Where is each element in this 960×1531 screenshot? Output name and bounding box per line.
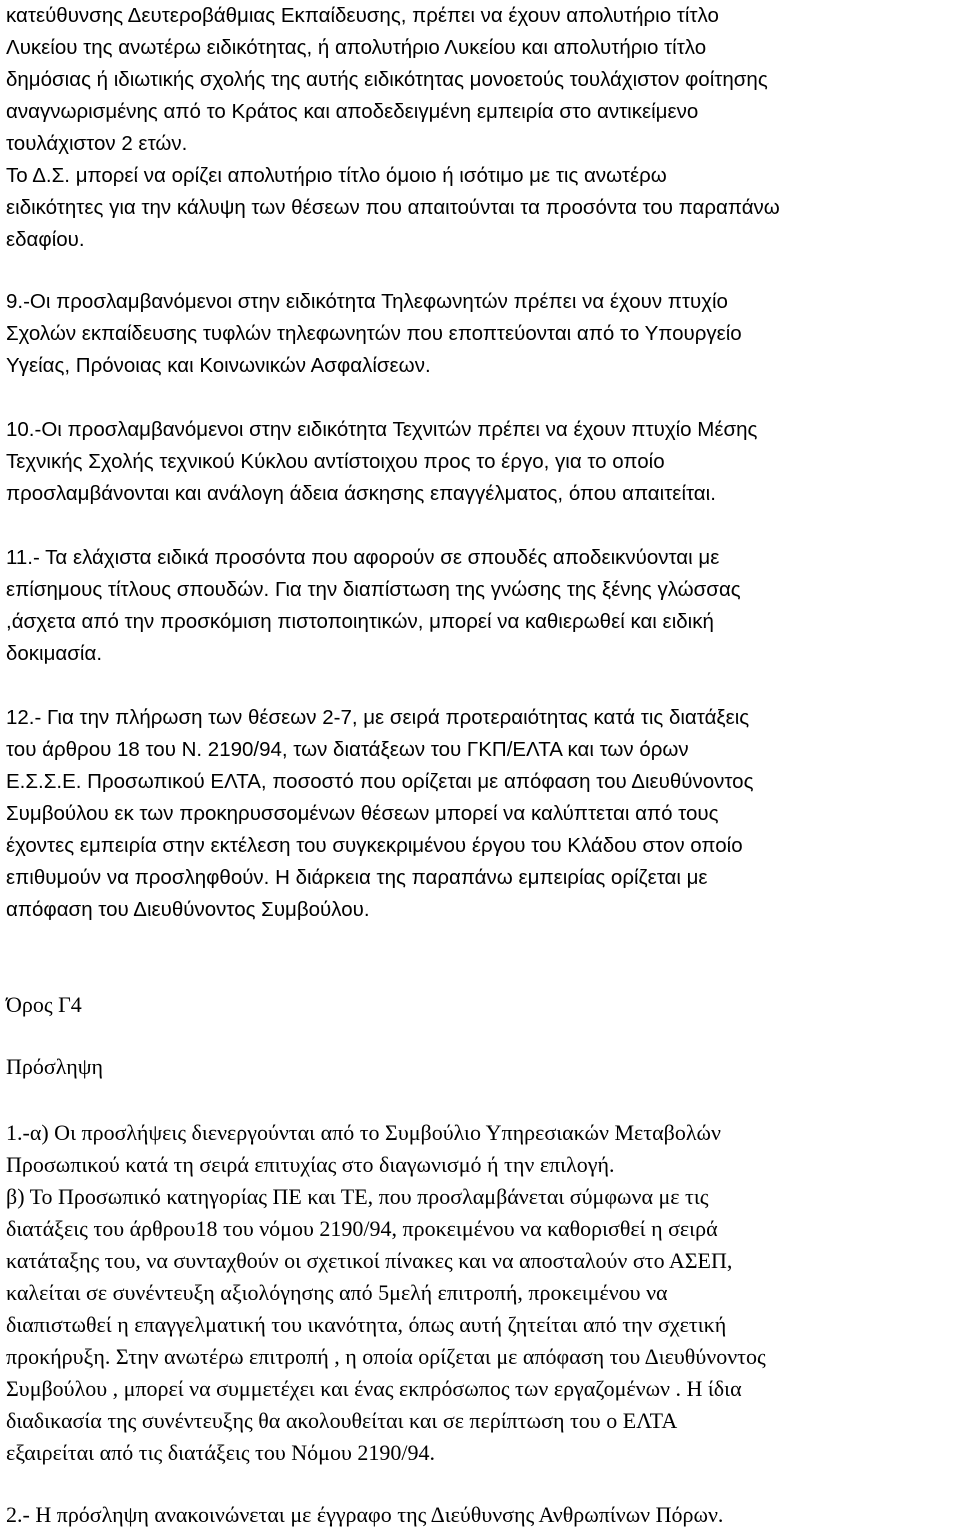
text-line: Συμβούλου , μπορεί να συμμετέχει και ένας εκπρόσωπος των εργαζομένων . Η ίδια bbox=[6, 1376, 742, 1401]
text-line: επίσημους τίτλους σπουδών. Για την διαπίστωση της γνώσης της ξένης γλώσσας bbox=[6, 578, 741, 601]
text-line: έχοντες εμπειρία στην εκτέλεση του συγκεκριμένου έργου του Κλάδου στον οποίο bbox=[6, 834, 743, 857]
text-line: εδαφίου. bbox=[6, 228, 85, 251]
text-line: κατάταξης του, να συνταχθούν οι σχετικοί πίνακες και να αποσταλούν στο ΑΣΕΠ, bbox=[6, 1248, 733, 1273]
text-line: Ε.Σ.Σ.Ε. Προσωπικού ΕΛΤΑ, ποσοστό που ορίζεται με απόφαση του Διευθύνοντος bbox=[6, 770, 754, 793]
text-line: 9.-Οι προσλαμβανόμενοι στην ειδικότητα Τηλεφωνητών πρέπει να έχουν πτυχίο bbox=[6, 290, 728, 313]
text-line: 10.-Οι προσλαμβανόμενοι στην ειδικότητα Τεχνιτών πρέπει να έχουν πτυχίο Μέσης bbox=[6, 418, 758, 441]
text-line: προκήρυξη. Στην ανωτέρω επιτροπή , η οποία ορίζεται με απόφαση του Διευθύνοντος bbox=[6, 1344, 766, 1369]
text-line: Το Δ.Σ. μπορεί να ορίζει απολυτήριο τίτλο όμοιο ή ισότιμο με τις ανωτέρω bbox=[6, 164, 667, 187]
text-line: καλείται σε συνέντευξη αξιολόγησης από 5μελή επιτροπή, προκειμένου να bbox=[6, 1280, 668, 1305]
text-line: 1.-α) Οι προσλήψεις διενεργούνται από το Συμβούλιο Υπηρεσιακών Μεταβολών bbox=[6, 1120, 721, 1145]
text-line: Τεχνικής Σχολής τεχνικού Κύκλου αντίστοιχου προς το έργο, για το οποίο bbox=[6, 450, 665, 473]
text-line: απόφαση του Διευθύνοντος Συμβούλου. bbox=[6, 898, 370, 921]
text-line: Υγείας, Πρόνοιας και Κοινωνικών Ασφαλίσεων. bbox=[6, 354, 431, 377]
text-line: Συμβούλου εκ των προκηρυσσομένων θέσεων μπορεί να καλύπτεται από τους bbox=[6, 802, 719, 825]
text-line: Λυκείου της ανωτέρω ειδικότητας, ή απολυτήριο Λυκείου και απολυτήριο τίτλο bbox=[6, 36, 707, 59]
text-line: διατάξεις του άρθρου18 του νόμου 2190/94, προκειμένου να καθορισθεί η σειρά bbox=[6, 1216, 718, 1241]
text-line: του άρθρου 18 του Ν. 2190/94, των διατάξεων του ΓΚΠ/ΕΛΤΑ και των όρων bbox=[6, 738, 689, 761]
text-line: κατεύθυνσης Δευτεροβάθμιας Εκπαίδευσης, πρέπει να έχουν απολυτήριο τίτλο bbox=[6, 4, 719, 27]
text-line: Προσωπικού κατά τη σειρά επιτυχίας στο διαγωνισμό ή την επιλογή. bbox=[6, 1152, 615, 1177]
term-heading: Όρος Γ4 bbox=[6, 992, 82, 1017]
text-line: 11.- Τα ελάχιστα ειδικά προσόντα που αφορούν σε σπουδές αποδεικνύονται με bbox=[6, 546, 720, 569]
text-line: β) Το Προσωπικό κατηγορίας ΠΕ και ΤΕ, που προσλαμβάνεται σύμφωνα με τις bbox=[6, 1184, 709, 1209]
text-line: 12.- Για την πλήρωση των θέσεων 2-7, με σειρά προτεραιότητας κατά τις διατάξεις bbox=[6, 706, 750, 729]
section-heading: Πρόσληψη bbox=[6, 1054, 103, 1079]
text-line: επιθυμούν να προσληφθούν. Η διάρκεια της παραπάνω εμπειρίας ορίζεται με bbox=[6, 866, 708, 889]
text-line: δημόσιας ή ιδιωτικής σχολής της αυτής ειδικότητας μονοετούς τουλάχιστον φοίτησης bbox=[6, 68, 768, 91]
text-line: αναγνωρισμένης από το Κράτος και αποδεδειγμένη εμπειρία στο αντικείμενο bbox=[6, 100, 699, 123]
text-line: τουλάχιστον 2 ετών. bbox=[6, 132, 188, 155]
text-line: 2.- Η πρόσληψη ανακοινώνεται με έγγραφο της Διεύθυνσης Ανθρωπίνων Πόρων. bbox=[6, 1502, 724, 1527]
text-line: ,άσχετα από την προσκόμιση πιστοποιητικών, μπορεί να καθιερωθεί και ειδική bbox=[6, 610, 714, 633]
text-line: εξαιρείται από τις διατάξεις του Νόμου 2190/94. bbox=[6, 1440, 435, 1465]
text-line: δοκιμασία. bbox=[6, 642, 103, 665]
text-line: διαπιστωθεί η επαγγελματική του ικανότητα, όπως αυτή ζητείται από την σχετική bbox=[6, 1312, 727, 1337]
text-line: Σχολών εκπαίδευσης τυφλών τηλεφωνητών που εποπτεύονται από το Υπουργείο bbox=[6, 322, 742, 345]
text-line: διαδικασία της συνέντευξης θα ακολουθείται και σε περίπτωση του ο ΕΛΤΑ bbox=[6, 1408, 678, 1433]
text-line: ειδικότητες για την κάλυψη των θέσεων που απαιτούνται τα προσόντα του παραπάνω bbox=[6, 196, 780, 219]
text-line: προσλαμβάνονται και ανάλογη άδεια άσκησης επαγγέλματος, όπου απαιτείται. bbox=[6, 482, 716, 505]
